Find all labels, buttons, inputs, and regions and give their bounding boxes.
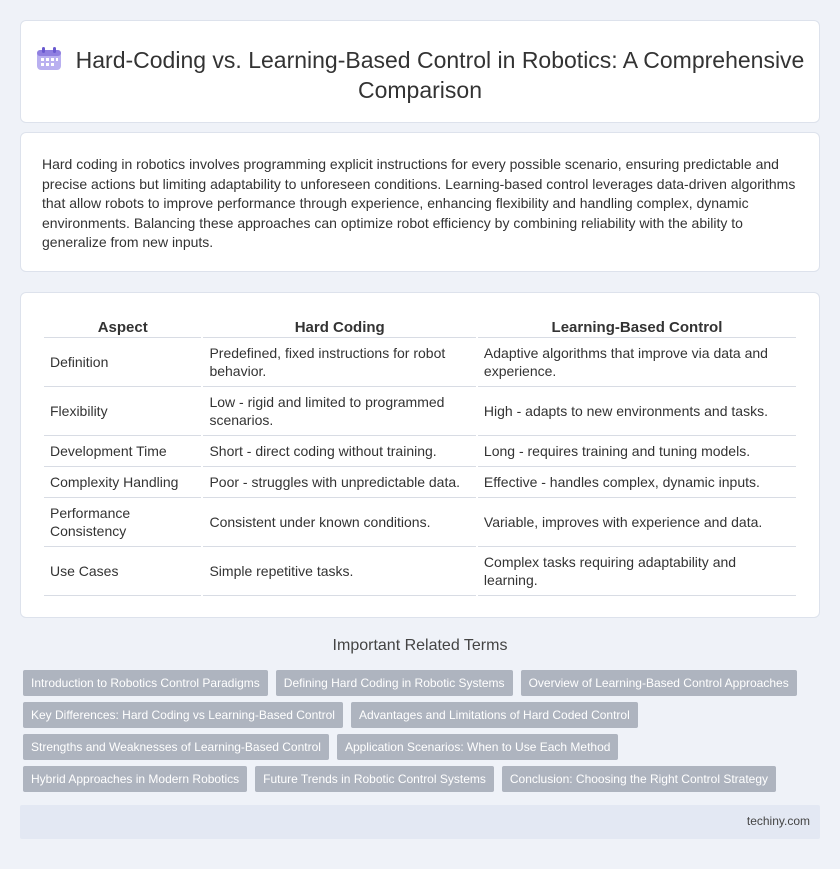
page-title-wrap: [21, 45, 819, 105]
related-term-tag[interactable]: Hybrid Approaches in Modern Robotics: [23, 766, 247, 792]
related-term-tag[interactable]: Conclusion: Choosing the Right Control Strategy: [502, 766, 776, 792]
tag-row: [23, 702, 813, 728]
table-header-row: [44, 317, 796, 338]
footer-site-link[interactable]: techiny.com: [746, 814, 810, 828]
intro-card: [20, 132, 820, 272]
row-aspect: Development Time: [44, 436, 201, 467]
header-card: [20, 20, 820, 123]
row-learning-based: Complex tasks requiring adaptability and learning.: [478, 547, 796, 596]
row-aspect: Performance Consistency: [44, 498, 201, 547]
row-hard-coding: Short - direct coding without training.: [203, 436, 475, 467]
row-aspect: Definition: [44, 338, 201, 387]
tag-row: [23, 670, 813, 696]
row-learning-based: Effective - handles complex, dynamic inputs.: [478, 467, 796, 498]
row-hard-coding: Simple repetitive tasks.: [203, 547, 475, 596]
footer: [20, 805, 820, 839]
related-term-tag[interactable]: Future Trends in Robotic Control Systems: [255, 766, 494, 792]
row-learning-based: Adaptive algorithms that improve via data and experience.: [478, 338, 796, 387]
row-aspect: Complexity Handling: [44, 467, 201, 498]
table-row: [44, 338, 796, 387]
row-learning-based: High - adapts to new environments and tasks.: [478, 387, 796, 436]
table-row: [44, 467, 796, 498]
related-term-tag[interactable]: Key Differences: Hard Coding vs Learning-Based Control: [23, 702, 343, 728]
row-hard-coding: Low - rigid and limited to programmed scenarios.: [203, 387, 475, 436]
row-aspect: Flexibility: [44, 387, 201, 436]
related-terms-list: [23, 670, 813, 798]
table-row: [44, 436, 796, 467]
related-term-tag[interactable]: Application Scenarios: When to Use Each Method: [337, 734, 618, 760]
related-term-tag[interactable]: Advantages and Limitations of Hard Coded Control: [351, 702, 638, 728]
table-row: [44, 387, 796, 436]
header-aspect: Aspect: [44, 317, 201, 338]
tag-row: [23, 734, 813, 760]
related-terms-title: Important Related Terms: [332, 637, 508, 654]
header-hard-coding: Hard Coding: [203, 317, 475, 338]
tag-row: [23, 766, 813, 792]
related-term-tag[interactable]: Introduction to Robotics Control Paradigms: [23, 670, 268, 696]
header-learning-based: Learning-Based Control: [478, 317, 796, 338]
table-row: [44, 498, 796, 547]
row-learning-based: Variable, improves with experience and data.: [478, 498, 796, 547]
row-hard-coding: Poor - struggles with unpredictable data.: [203, 467, 475, 498]
related-term-tag[interactable]: Strengths and Weaknesses of Learning-Based Control: [23, 734, 329, 760]
row-learning-based: Long - requires training and tuning models.: [478, 436, 796, 467]
row-hard-coding: Consistent under known conditions.: [203, 498, 475, 547]
table-row: [44, 547, 796, 596]
calendar-icon: [36, 47, 62, 71]
page-title: Hard-Coding vs. Learning-Based Control in Robotics: A Comprehensive Comparison: [75, 47, 805, 103]
comparison-table: [42, 317, 798, 596]
comparison-card: [20, 292, 820, 618]
related-term-tag[interactable]: Defining Hard Coding in Robotic Systems: [276, 670, 513, 696]
related-term-tag[interactable]: Overview of Learning-Based Control Approaches: [521, 670, 797, 696]
row-hard-coding: Predefined, fixed instructions for robot behavior.: [203, 338, 475, 387]
row-aspect: Use Cases: [44, 547, 201, 596]
intro-paragraph: Hard coding in robotics involves programming explicit instructions for every possible scenario, ensuring predictable and precise actions but limiting adaptability to unforeseen conditions. Learning-based control leverages data-driven algorithms that allow robots to improve performance through experience, enhancing flexibility and handling complex, dynamic environments. Balancing these approaches can optimize robot efficiency by combining reliability with the ability to generalize from new inputs.: [42, 156, 796, 250]
